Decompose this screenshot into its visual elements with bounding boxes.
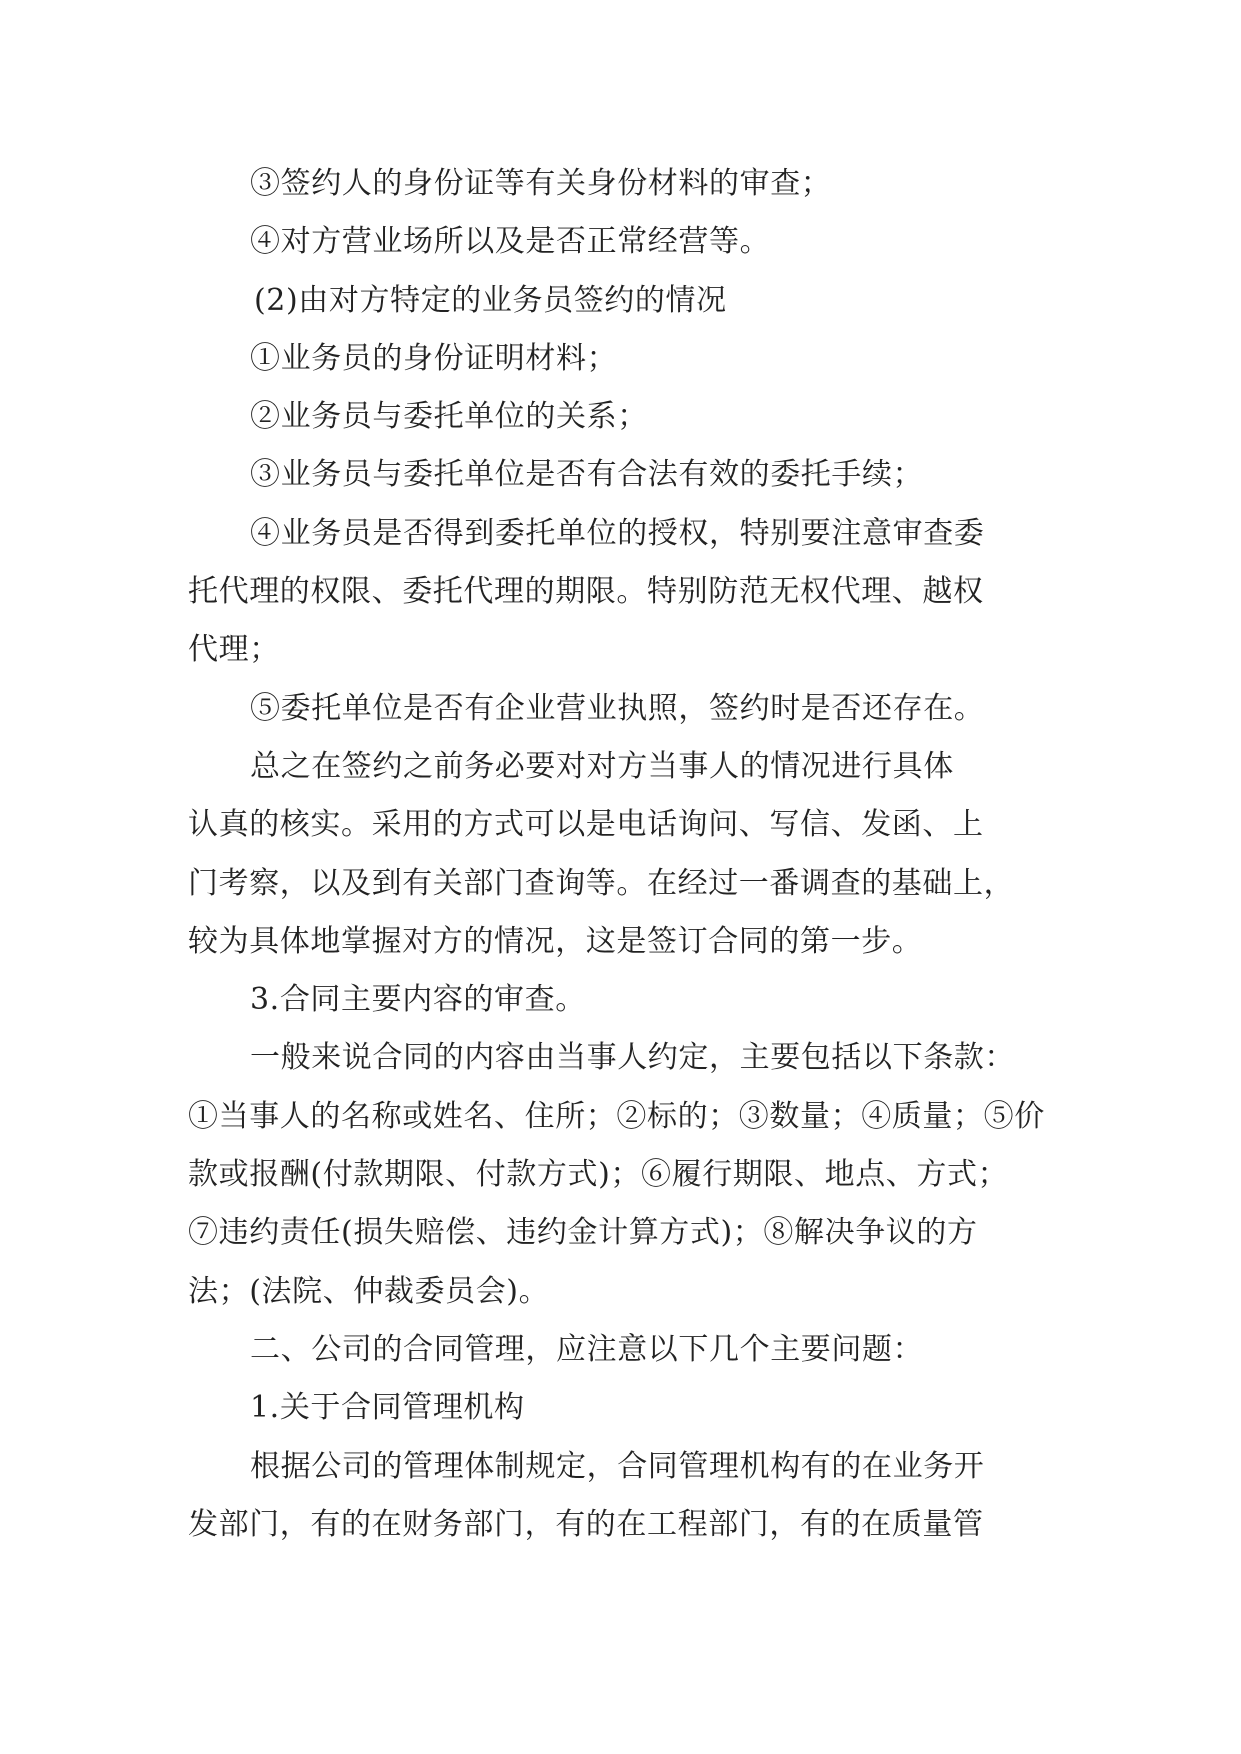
- paragraph-line: ⑦违约责任(损失赔偿、违约金计算方式)；⑧解决争议的方: [188, 1215, 978, 1251]
- paragraph-line: 一般来说合同的内容由当事人约定，主要包括以下条款：: [250, 1040, 1015, 1076]
- paragraph-line: ⑤委托单位是否有企业营业执照，签约时是否还存在。: [250, 690, 985, 726]
- paragraph-line: ②业务员与委托单位的关系；: [250, 399, 648, 435]
- section-heading: 二、公司的合同管理，应注意以下几个主要问题：: [250, 1331, 924, 1367]
- paragraph-line: ④对方营业场所以及是否正常经营等。: [250, 224, 771, 260]
- paragraph-line: 托代理的权限、委托代理的期限。特别防范无权代理、越权: [188, 574, 984, 610]
- paragraph-line: ③签约人的身份证等有关身份材料的审查；: [250, 166, 832, 201]
- paragraph-line: 认真的核实。采用的方式可以是电话询问、写信、发函、上: [188, 807, 984, 843]
- paragraph-line: 较为具体地掌握对方的情况，这是签订合同的第一步。: [188, 923, 923, 959]
- paragraph-line: 根据公司的管理体制规定，合同管理机构有的在业务开: [250, 1448, 985, 1484]
- section-heading: 3.合同主要内容的审查。: [250, 982, 586, 1018]
- paragraph-line: ③业务员与委托单位是否有合法有效的委托手续；: [250, 457, 924, 493]
- paragraph-line: 发部门，有的在财务部门，有的在工程部门，有的在质量管: [188, 1506, 984, 1542]
- paragraph-line: 门考察，以及到有关部门查询等。在经过一番调查的基础上，: [188, 865, 1015, 901]
- paragraph-line: ①当事人的名称或姓名、住所；②标的；③数量；④质量；⑤价: [188, 1098, 1045, 1134]
- paragraph-line: 法；(法院、仲裁委员会)。: [188, 1273, 550, 1309]
- paragraph-line: (2)由对方特定的业务员签约的情况: [254, 282, 727, 318]
- paragraph-line: ①业务员的身份证明材料；: [250, 340, 618, 376]
- paragraph-line: ④业务员是否得到委托单位的授权，特别要注意审查委: [250, 515, 985, 551]
- paragraph-line: 代理；: [188, 632, 280, 668]
- paragraph-line: 总之在签约之前务必要对对方当事人的情况进行具体: [250, 748, 954, 784]
- document-body: [188, 155, 1068, 1554]
- section-heading: 1.关于合同管理机构: [250, 1390, 525, 1426]
- paragraph-line: 款或报酬(付款期限、付款方式)；⑥履行期限、地点、方式；: [188, 1157, 1009, 1193]
